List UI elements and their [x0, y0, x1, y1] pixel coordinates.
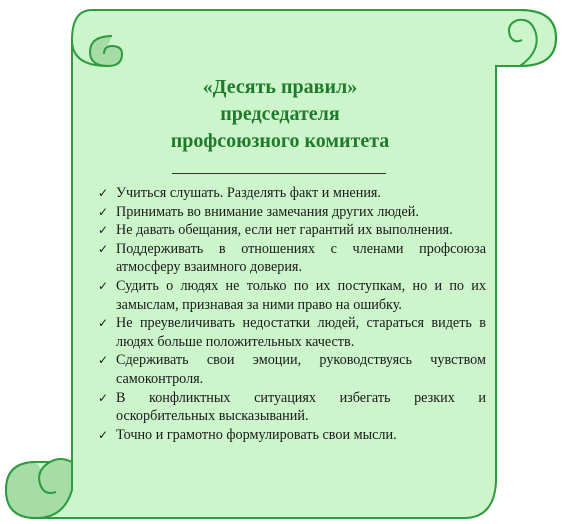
rule-text: Учиться слушать. Разделять факт и мнения. — [116, 185, 381, 201]
check-icon: ✓ — [98, 223, 109, 238]
check-icon: ✓ — [98, 186, 109, 200]
title-line-3: профсоюзного комитета — [170, 130, 390, 152]
check-icon: ✓ — [98, 427, 109, 442]
check-icon: ✓ — [98, 278, 109, 293]
title-line-2: председателя — [220, 103, 340, 125]
rule-text: Точно и грамотно формулировать свои мысли. — [116, 426, 397, 443]
check-icon: ✓ — [98, 241, 109, 256]
rule-text: Принимать во внимание замечания других людей. — [116, 203, 419, 220]
rule-item — [98, 203, 486, 222]
rule-item — [98, 184, 486, 203]
rule-item — [98, 314, 486, 351]
rule-item — [98, 351, 486, 388]
title-line-1: «Десять правил» — [202, 76, 358, 98]
rule-text: Судить о людях не только по их поступкам, но и по их замыслам, признавая за ними право на ошибку. — [116, 277, 486, 313]
rules-list — [98, 184, 486, 444]
rule-item — [98, 221, 486, 240]
rule-text: Не преувеличивать недостатки людей, стараться видеть в людях больше положительных качеств. — [116, 315, 486, 350]
check-icon: ✓ — [98, 204, 109, 219]
rule-text: В конфликтных ситуациях избегать резких и оскорбительных высказываний. — [116, 389, 486, 425]
rule-text: Не давать обещания, если нет гарантий их выполнения. — [116, 222, 453, 239]
rule-item — [98, 389, 486, 426]
check-icon: ✓ — [98, 316, 109, 331]
scroll-bottom-curl — [6, 459, 72, 518]
rule-item — [98, 426, 486, 445]
rule-item — [98, 240, 486, 277]
title-divider — [172, 173, 386, 174]
rule-text: Сдерживать свои эмоции, руководствуясь чувством самоконтроля. — [116, 352, 486, 387]
rule-text: Поддерживать в отношениях с членами профсоюза атмосферу взаимного доверия. — [116, 240, 486, 276]
check-icon: ✓ — [98, 353, 109, 368]
rule-item — [98, 277, 486, 314]
document-title — [130, 74, 430, 155]
check-icon: ✓ — [98, 390, 109, 405]
